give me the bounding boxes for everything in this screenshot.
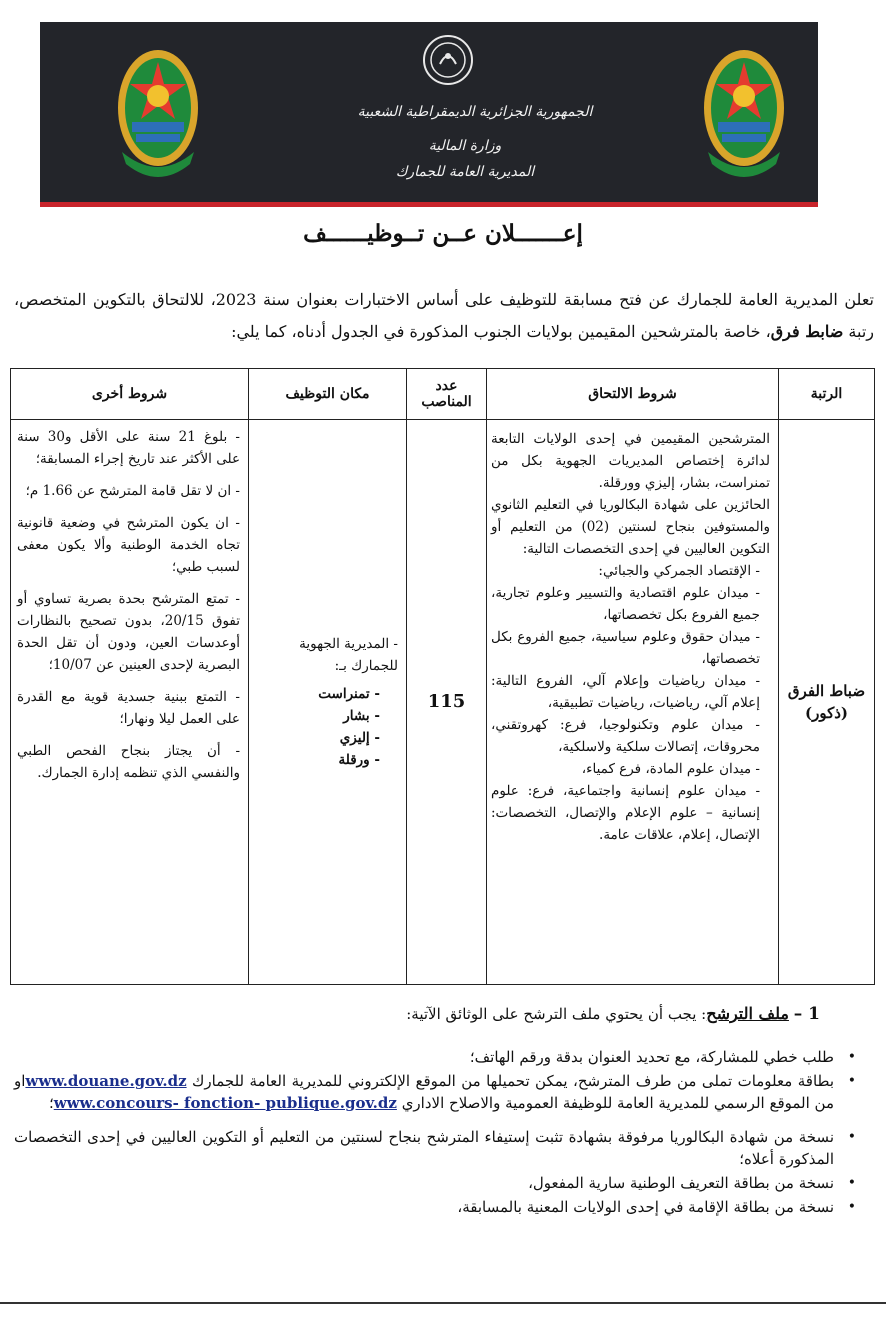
cond-diploma: الحائزين على شهادة البكالوريا في التعليم الثانوي والمستوفين بنجاح لسنتين (02) من التعليم أو التكوين العاليين في إحدى التخصصات التالية: <box>491 497 770 557</box>
customs-emblem-left-icon <box>112 40 204 190</box>
doc-text: او من الموقع الرسمي للمديرية العامة للوظيفة العمومية والاصلاح الاداري <box>14 1072 834 1112</box>
cond-residence: المترشحين المقيمين في إحدى الولايات التابعة لدائرة إختصاص المديريات الجهوية بكل من تمنراست، بشار، إليزي وورقلة. <box>491 431 770 491</box>
list-item: - التمتع ببنية جسدية قوية مع القدرة على العمل ليلا ونهارا؛ <box>17 686 240 730</box>
list-item: - ميدان علوم وتكنولوجيا، فرع: كهروتقني، محروقات، إتصالات سلكية ولاسلكية، <box>491 714 760 758</box>
rank-title: ضباط الفرق <box>787 682 866 700</box>
header-line-3: المديرية العامة للجمارك <box>395 164 535 180</box>
list-item: - ميدان علوم اقتصادية والتسيير وعلوم تجارية، جميع الفروع بكل تخصصاتها، <box>491 582 760 626</box>
city-name: بشار <box>343 708 370 724</box>
header-posts: عدد المناصب <box>407 369 487 420</box>
list-item: - أن يجتاز بنجاح الفحص الطبي والنفسي الذي تنظمه إدارة الجمارك. <box>17 740 240 784</box>
city-name: إليزي <box>339 730 370 746</box>
list-item <box>14 1070 834 1114</box>
city-item: - ورقلة <box>338 752 380 768</box>
section-heading <box>14 1004 820 1024</box>
section-label: ملف الترشح <box>706 1004 789 1023</box>
state-seal-icon <box>422 34 474 86</box>
table-header-row <box>11 369 875 420</box>
doc-text: ؛ <box>48 1094 54 1112</box>
intro-part-1: تعلن المديرية العامة للجمارك عن فتح مسابقة للتوظيف على أساس الاختبارات بعنوان سنة 2023، للالتحاق بالتكوين المتخصص، رتبة <box>14 290 874 341</box>
other-conditions-cell <box>11 420 249 985</box>
doc-text: بطاقة معلومات تملى من طرف المترشح، يمكن تحميلها من الموقع الإلكتروني للمديرية العامة للجمارك <box>192 1072 834 1090</box>
header-place: مكان التوظيف <box>249 369 407 420</box>
table-row <box>11 420 875 985</box>
place-intro: - المديرية الجهوية للجمارك بـ: <box>299 636 398 674</box>
list-item: • نسخة من بطاقة التعريف الوطنية سارية المفعول، <box>14 1172 834 1194</box>
page-title: إعـــــــلان عــن تــوظيــــــف <box>303 220 583 247</box>
header-line-2: وزارة المالية <box>428 138 502 154</box>
list-item: - تمتع المترشح بحدة بصرية تساوي أو تفوق 20/15، بدون تصحيح بالنظارات أوعدسات العين، ودون أن تقل الحدة البصرية لإحدى العينين عن 10/07؛ <box>17 588 240 676</box>
list-item: - الإقتصاد الجمركي والجبائي: <box>491 560 760 582</box>
city-name: تمنراست <box>318 686 370 702</box>
city-item: - بشار <box>343 708 380 724</box>
concours-link[interactable]: www.concours- fonction- publique.gov.dz <box>53 1094 397 1112</box>
header-conditions: شروط الالتحاق <box>487 369 779 420</box>
recruitment-table <box>10 368 875 985</box>
documents-list <box>14 1046 856 1220</box>
city-name: ورقلة <box>338 752 370 768</box>
list-item: - ميدان رياضيات وإعلام آلي، الفروع التالية: إعلام آلي، رياضيات، رياضيات تطبيقية، <box>491 670 760 714</box>
header-rank: الرتبة <box>779 369 875 420</box>
list-item: - ان لا تقل قامة المترشح عن 1.66 م؛ <box>17 480 240 502</box>
header-line-1: الجمهورية الجزائرية الديمقراطية الشعبية <box>357 104 593 120</box>
list-item: - ميدان علوم المادة، فرع كمياء، <box>491 758 760 780</box>
section-number: 1 – <box>793 1004 820 1024</box>
header-other: شروط أخرى <box>11 369 249 420</box>
list-item: • طلب خطي للمشاركة، مع تحديد العنوان بدقة ورقم الهاتف؛ <box>14 1046 834 1068</box>
place-cell <box>249 420 407 985</box>
rank-gender: (ذكور) <box>804 704 848 722</box>
city-item: - تمنراست <box>318 686 380 702</box>
specialties-list <box>491 560 770 846</box>
header-banner <box>40 22 818 207</box>
posts-count: 115 <box>407 420 487 985</box>
other-conditions-list <box>17 426 240 784</box>
list-item: - بلوغ 21 سنة على الأقل و30 سنة على الأكثر عند تاريخ إجراء المسابقة؛ <box>17 426 240 470</box>
list-item: • نسخة من شهادة البكالوريا مرفوقة بشهادة تثبت إستيفاء المترشح بنجاح لسنتين من التعليم أو التكوين العاليين في إحدى التخصصات المذكورة أعلاه؛ <box>14 1126 834 1170</box>
intro-paragraph <box>14 284 874 348</box>
list-item: • نسخة من بطاقة الإقامة في إحدى الولايات المعنية بالمسابقة، <box>14 1196 834 1218</box>
cities-list <box>257 683 398 771</box>
bottom-divider <box>0 1302 886 1304</box>
rank-cell <box>779 420 875 985</box>
douane-link[interactable]: www.douane.gov.dz <box>25 1072 187 1090</box>
city-item: - إليزي <box>339 730 380 746</box>
list-item: - ميدان حقوق وعلوم سياسية، جميع الفروع بكل تخصصاتها، <box>491 626 760 670</box>
intro-part-2: ، خاصة بالمترشحين المقيمين بولايات الجنوب المذكورة في الجدول أدناه، كما يلي: <box>231 322 771 341</box>
section-text: : يجب أن يحتوي ملف الترشح على الوثائق الآتية: <box>406 1005 707 1023</box>
customs-emblem-right-icon <box>698 40 790 190</box>
list-item: - ميدان علوم إنسانية واجتماعية، فرع: علوم إنسانية – علوم الإعلام والإتصال، التخصصات: الإتصال، إعلام، علاقات عامة. <box>491 780 760 846</box>
list-item: - ان يكون المترشح في وضعية قانونية تجاه الخدمة الوطنية وألا يكون معفى لسبب طبي؛ <box>17 512 240 578</box>
conditions-cell <box>487 420 779 985</box>
intro-rank: ضابط فرق <box>770 322 844 341</box>
